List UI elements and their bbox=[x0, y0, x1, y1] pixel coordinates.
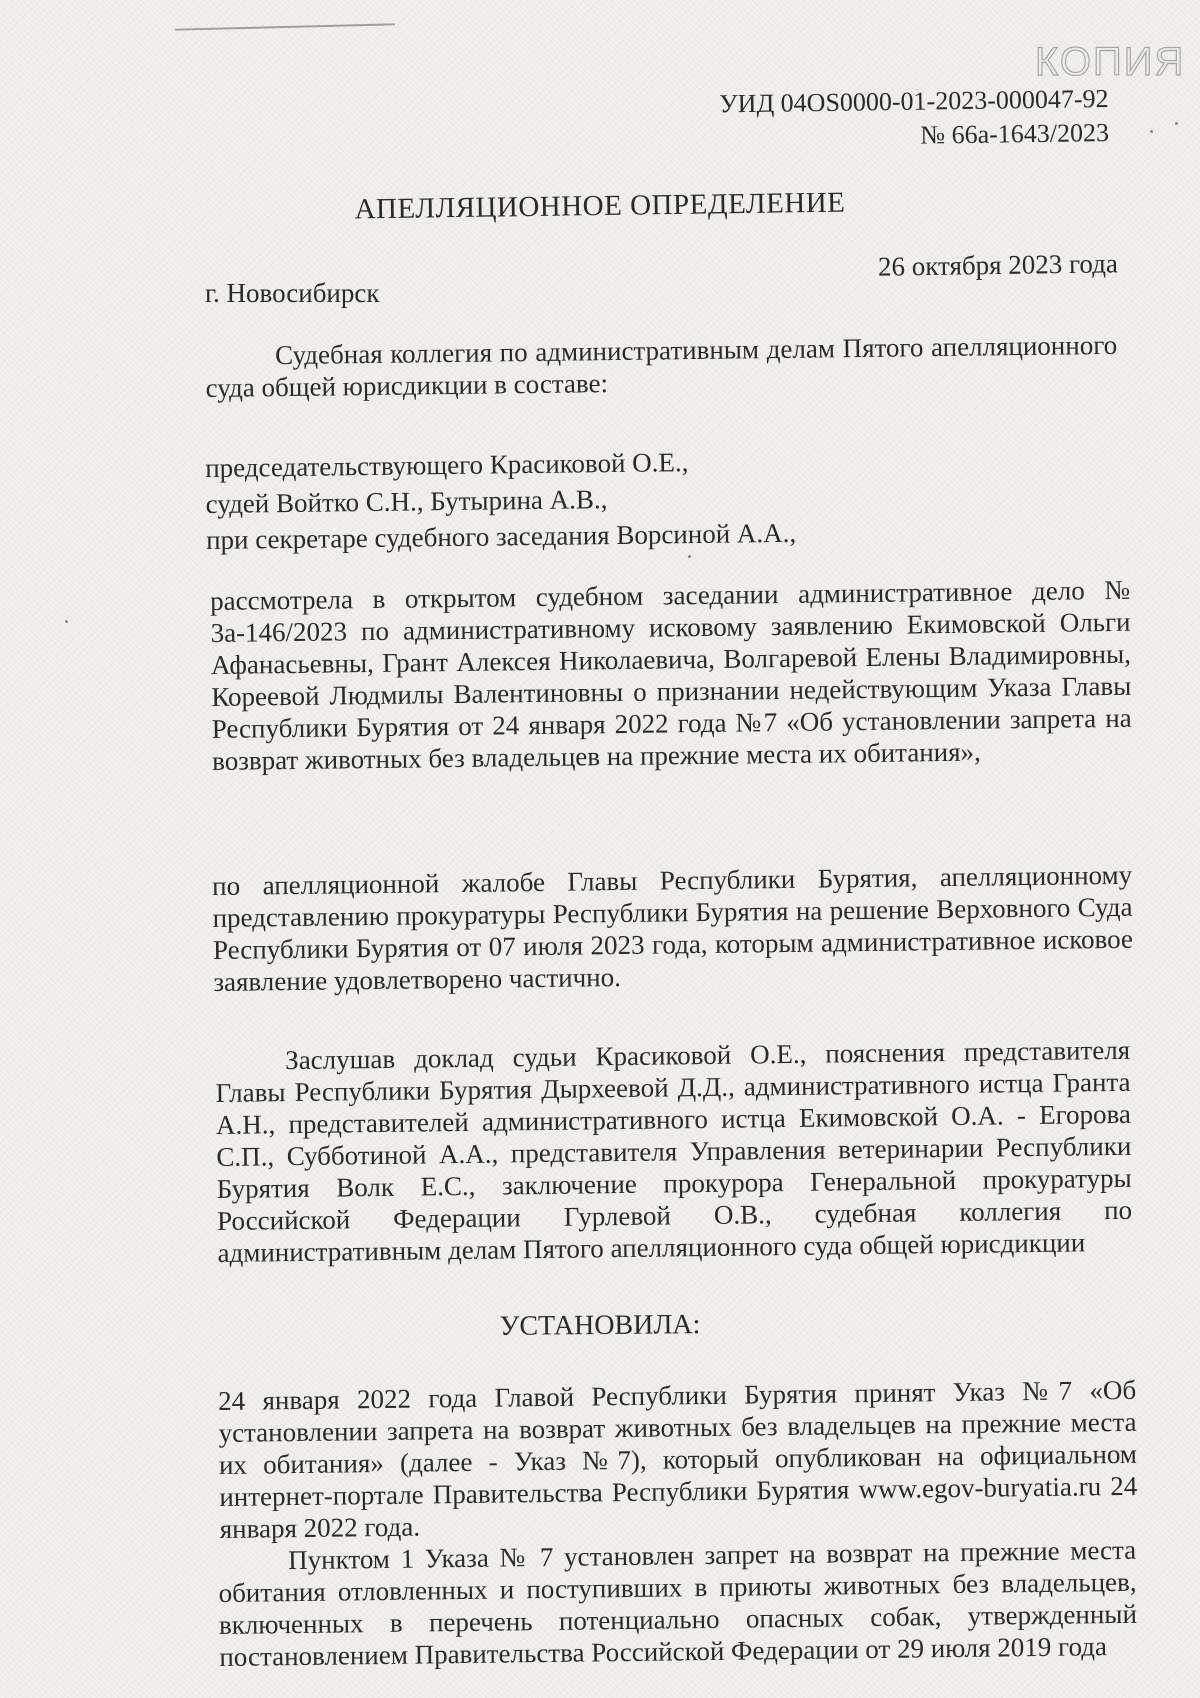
established-heading: УСТАНОВИЛА: bbox=[499, 1309, 701, 1342]
document-title: АПЕЛЛЯЦИОННОЕ ОПРЕДЕЛЕНИЕ bbox=[354, 186, 846, 226]
scan-speck bbox=[688, 555, 691, 558]
judges: судей Войтко С.Н., Бутырина А.В., bbox=[205, 484, 608, 519]
presiding-judge: председательствующего Красиковой О.Е., bbox=[205, 447, 689, 483]
scan-speck bbox=[1150, 130, 1153, 133]
copy-stamp: КОПИЯ bbox=[1035, 40, 1186, 84]
case-identifiers bbox=[719, 82, 1109, 155]
court-composition bbox=[205, 439, 1106, 558]
scan-edge-line bbox=[175, 23, 395, 30]
scan-speck bbox=[65, 620, 68, 623]
decision-date: 26 октября 2023 года bbox=[877, 248, 1119, 282]
case-number: № 66а-1643/2023 bbox=[919, 117, 1109, 150]
appeal-paragraph: по апелляционной жалобе Главы Республики Бурятия, апелляционному представлению прокуратуры Республики Бурятия на решение Верховного Суда Республики Бурятия от 07 июля 2023 года, которым административное исковое заявление удовлетворено частично. bbox=[212, 859, 1134, 997]
uid-line: УИД 04OS0000-01-2023-000047-92 bbox=[718, 83, 1109, 119]
considered-paragraph: рассмотрела в открытом судебном заседании административное дело № 3а-146/2023 по административному исковому заявлению Екимовской Ольги Афанасьевны, Грант Алексея Николаевича, Волгаревой Елены Владимировны, Кореевой Людмилы Валентиновны о признании недействующим Указа Главы Республики Бурятия от 24 января 2022 года №7 «Об установлении запрета на возврат животных без владельцев на прежние места их обитания», bbox=[210, 574, 1132, 776]
decision-place: г. Новосибирск bbox=[205, 278, 380, 308]
paragraph-decree-adoption: 24 января 2022 года Главой Республики Бурятия принят Указ №7 «Об установлении запрета на возврат животных без владельцев на прежние места их обитания» (далее - Указ №7), который опубликован на официальном интернет-портале Правительства Республики Бурятия www.egov-buryatia.ru 24 января 2022 года. bbox=[218, 1374, 1138, 1544]
scan-speck bbox=[1175, 122, 1178, 125]
paragraph-decree-point-1: Пунктом 1 Указа № 7 установлен запрет на возврат на прежние места обитания отловленных и поступивших в приюты животных без владельцев, включенных в перечень потенциально опасных собак, утвержденный постановлением Правительства Российской Федерации от 29 июля 2019 года bbox=[218, 1534, 1138, 1672]
hearing-paragraph: Заслушав доклад судьи Красиковой О.Е., пояснения представителя Главы Республики Бурятия Дырхеевой Д.Д., административного истца Гранта А.Н., представителей административного истца Екимовской О.А. - Егорова С.П., Субботиной А.А., представителя Управления ветеринарии Республики Бурятия Волк Е.С., заключение прокурора Генеральной прокуратуры Российской Федерации Гурлевой О.В., судебная коллегия по административным делам Пятого апелляционного суда общей юрисдикции bbox=[215, 1034, 1133, 1268]
intro-paragraph: Судебная коллегия по административным делам Пятого апелляционного суда общей юрисдикции в составе: bbox=[205, 329, 1118, 403]
secretary: при секретаре судебного заседания Ворсиной А.А., bbox=[205, 517, 797, 555]
